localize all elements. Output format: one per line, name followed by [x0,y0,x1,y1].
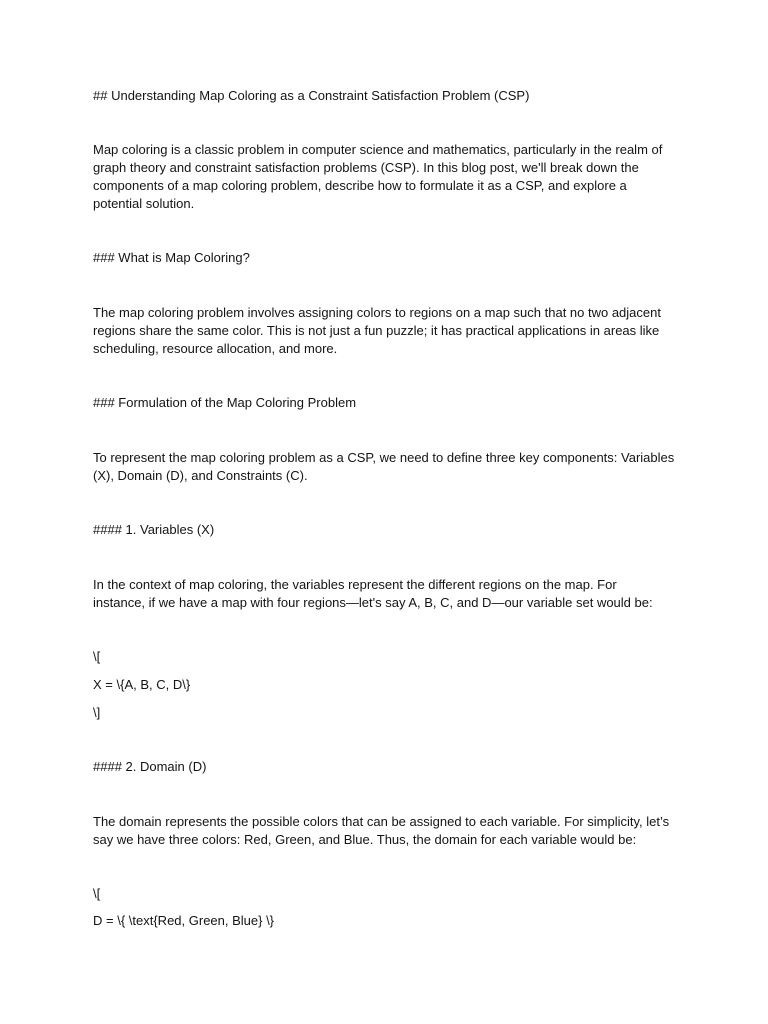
variables-math-line: \[ [93,649,101,664]
domain-math-line: D = \{ \text{Red, Green, Blue} \} [93,913,275,928]
domain-paragraph-line: The domain represents the possible colors that can be assigned to each variable. For simplicity, let’s [93,814,670,829]
variables-paragraph-line: instance, if we have a map with four regions—let's say A, B, C, and D—our variable set would be: [93,595,653,610]
subsection-heading-domain: #### 2. Domain (D) [93,759,207,774]
what-is-paragraph-line: The map coloring problem involves assigning colors to regions on a map such that no two adjacent [93,305,661,320]
intro-paragraph-line: Map coloring is a classic problem in computer science and mathematics, particularly in the realm of [93,142,663,157]
what-is-paragraph-line: scheduling, resource allocation, and more. [93,341,338,356]
section-heading-formulation: ### Formulation of the Map Coloring Problem [93,395,357,410]
variables-math-line: X = \{A, B, C, D\} [93,677,191,692]
variables-math-line: \] [93,705,101,720]
intro-paragraph-line: components of a map coloring problem, describe how to formulate it as a CSP, and explore a [93,178,627,193]
intro-paragraph-line: graph theory and constraint satisfaction problems (CSP). In this blog post, we'll break down the [93,160,639,175]
section-heading-what-is: ### What is Map Coloring? [93,250,250,265]
formulation-paragraph-line: To represent the map coloring problem as a CSP, we need to define three key components: Variables [93,450,675,465]
subsection-heading-variables: #### 1. Variables (X) [93,522,215,537]
formulation-paragraph-line: (X), Domain (D), and Constraints (C). [93,468,308,483]
domain-math-line: \[ [93,886,101,901]
variables-paragraph-line: In the context of map coloring, the variables represent the different regions on the map. For [93,577,617,592]
main-heading: ## Understanding Map Coloring as a Constraint Satisfaction Problem (CSP) [93,88,530,103]
what-is-paragraph-line: regions share the same color. This is not just a fun puzzle; it has practical applications in areas like [93,323,660,338]
domain-paragraph-line: say we have three colors: Red, Green, and Blue. Thus, the domain for each variable would be: [93,832,637,847]
intro-paragraph-line: potential solution. [93,196,195,211]
